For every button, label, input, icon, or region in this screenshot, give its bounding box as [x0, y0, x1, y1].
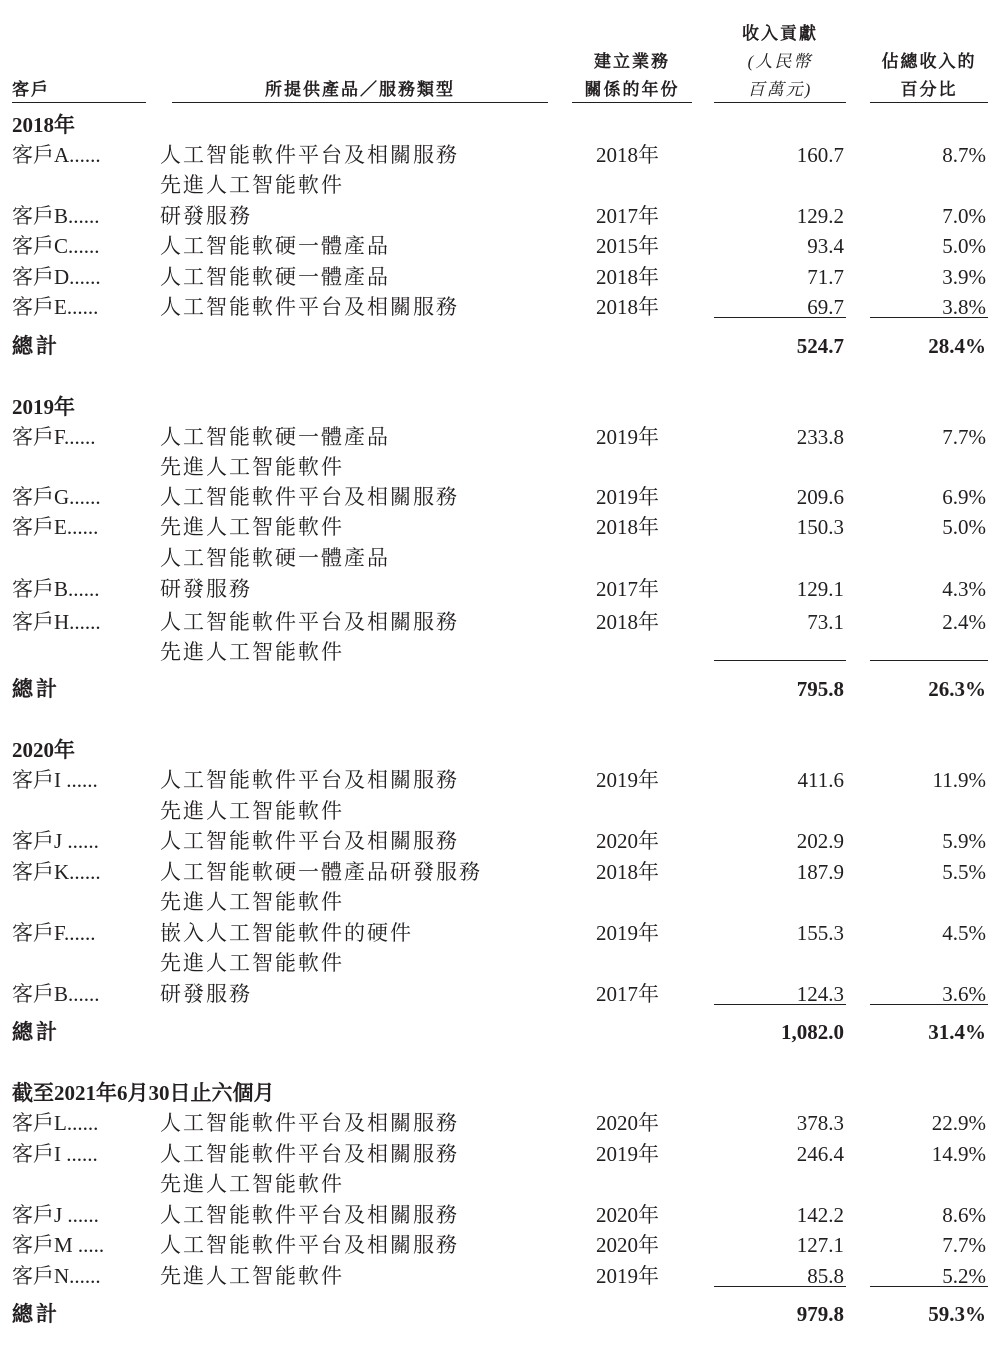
total-label: 總計	[12, 1302, 60, 1326]
revenue-percent: 5.2%	[942, 1264, 986, 1288]
table-row-continuation	[0, 543, 1004, 573]
relationship-year: 2019年	[596, 1264, 659, 1288]
section-title-6m-2021: 截至2021年6月30日止六個月	[12, 1081, 275, 1105]
total-percent: 59.3%	[928, 1302, 986, 1326]
product-type: 研發服務	[160, 204, 252, 228]
revenue-percent: 2.4%	[942, 610, 986, 634]
product-type: 人工智能軟硬一體產品	[160, 265, 390, 289]
revenue-value: 71.7	[807, 265, 844, 289]
customer-name: 客戶N......	[12, 1264, 101, 1288]
customer-name: 客戶B......	[12, 982, 100, 1006]
table-row	[0, 262, 1004, 292]
customer-name: 客戶F......	[12, 921, 96, 945]
product-type: 人工智能軟件平台及相關服務	[160, 1203, 459, 1227]
table-row-continuation	[0, 1169, 1004, 1199]
product-type: 先進人工智能軟件	[160, 951, 344, 975]
header-percent-line-2: 百分比	[900, 80, 958, 99]
subtotal-rule-percent	[870, 660, 988, 661]
revenue-value: 209.6	[796, 485, 844, 509]
total-percent: 28.4%	[928, 334, 986, 358]
product-type: 先進人工智能軟件	[160, 1264, 344, 1288]
product-type: 人工智能軟硬一體產品	[160, 546, 390, 570]
relationship-year: 2020年	[596, 1203, 659, 1227]
header-product	[172, 76, 548, 104]
revenue-value: 160.7	[796, 143, 844, 167]
product-type: 人工智能軟件平台及相關服務	[160, 1142, 459, 1166]
total-row	[0, 674, 1004, 704]
revenue-value: 378.3	[796, 1111, 844, 1135]
revenue-percent: 3.6%	[942, 982, 986, 1006]
total-revenue: 1,082.0	[781, 1020, 844, 1044]
product-type: 先進人工智能軟件	[160, 799, 344, 823]
table-row	[0, 918, 1004, 948]
relationship-year: 2018年	[596, 860, 659, 884]
relationship-year: 2020年	[596, 1233, 659, 1257]
total-label: 總計	[12, 1020, 60, 1044]
header-year-line-1: 建立業務	[594, 52, 670, 71]
relationship-year: 2017年	[596, 577, 659, 601]
product-type: 人工智能軟件平台及相關服務	[160, 143, 459, 167]
total-label: 總計	[12, 334, 60, 358]
customer-name: 客戶L......	[12, 1111, 99, 1135]
total-percent: 31.4%	[928, 1020, 986, 1044]
total-row	[0, 1299, 1004, 1329]
table-row	[0, 482, 1004, 512]
table-row	[0, 826, 1004, 856]
product-type: 研發服務	[160, 577, 252, 601]
header-rule-percent	[870, 102, 988, 103]
section-title-2020: 2020年	[12, 738, 75, 762]
total-revenue: 979.8	[796, 1302, 844, 1326]
table-row	[0, 201, 1004, 231]
customer-name: 客戶K......	[12, 860, 101, 884]
revenue-percent: 14.9%	[931, 1142, 986, 1166]
product-type: 先進人工智能軟件	[160, 890, 344, 914]
header-year	[572, 48, 692, 104]
header-rule-revenue	[714, 102, 846, 103]
revenue-percent: 8.7%	[942, 143, 986, 167]
total-row	[0, 331, 1004, 361]
revenue-value: 129.1	[796, 577, 844, 601]
customer-name: 客戶D......	[12, 265, 101, 289]
section-title-2019: 2019年	[12, 395, 75, 419]
table-row	[0, 1200, 1004, 1230]
relationship-year: 2018年	[596, 295, 659, 319]
table-row	[0, 512, 1004, 542]
header-product-text: 所提供產品／服務類型	[265, 80, 455, 99]
table-row	[0, 231, 1004, 261]
table-row	[0, 1230, 1004, 1260]
customer-name: 客戶G......	[12, 485, 101, 509]
table-row-continuation	[0, 170, 1004, 200]
product-type: 人工智能軟硬一體產品研發服務	[160, 860, 482, 884]
product-type: 研發服務	[160, 982, 252, 1006]
total-percent: 26.3%	[928, 677, 986, 701]
header-rule-product	[172, 102, 548, 103]
header-customer-text: 客戶	[12, 80, 50, 99]
table-row-continuation	[0, 948, 1004, 978]
revenue-value: 69.7	[807, 295, 844, 319]
table-row	[0, 140, 1004, 170]
table-row	[0, 857, 1004, 887]
revenue-value: 411.6	[797, 768, 844, 792]
relationship-year: 2019年	[596, 768, 659, 792]
relationship-year: 2020年	[596, 829, 659, 853]
subtotal-rule-revenue	[714, 660, 846, 661]
table-row	[0, 1139, 1004, 1169]
customer-name: 客戶C......	[12, 234, 100, 258]
table-row	[0, 574, 1004, 604]
relationship-year: 2017年	[596, 204, 659, 228]
customer-name: 客戶B......	[12, 577, 100, 601]
product-type: 先進人工智能軟件	[160, 173, 344, 197]
subtotal-rule-revenue	[714, 317, 846, 318]
customer-name: 客戶E......	[12, 515, 99, 539]
customer-name: 客戶J ......	[12, 829, 99, 853]
revenue-value: 142.2	[796, 1203, 844, 1227]
revenue-value: 124.3	[796, 982, 844, 1006]
table-row	[0, 1261, 1004, 1291]
total-revenue: 795.8	[796, 677, 844, 701]
table-row	[0, 1108, 1004, 1138]
subtotal-rule-percent	[870, 1286, 988, 1287]
header-revenue	[714, 20, 846, 104]
revenue-percent: 5.5%	[942, 860, 986, 884]
product-type: 人工智能軟硬一體產品	[160, 425, 390, 449]
subtotal-rule-percent	[870, 1004, 988, 1005]
customer-name: 客戶F......	[12, 425, 96, 449]
revenue-percent: 5.0%	[942, 515, 986, 539]
revenue-value: 85.8	[807, 1264, 844, 1288]
total-revenue: 524.7	[796, 334, 844, 358]
revenue-percent: 8.6%	[942, 1203, 986, 1227]
revenue-value: 155.3	[796, 921, 844, 945]
header-rule-customer	[12, 102, 146, 103]
product-type: 嵌入人工智能軟件的硬件	[160, 921, 413, 945]
header-revenue-line-3: 百萬元)	[747, 80, 813, 99]
revenue-value: 127.1	[796, 1233, 844, 1257]
section-title-2018: 2018年	[12, 113, 75, 137]
relationship-year: 2018年	[596, 610, 659, 634]
product-type: 先進人工智能軟件	[160, 455, 344, 479]
relationship-year: 2018年	[596, 143, 659, 167]
relationship-year: 2019年	[596, 425, 659, 449]
subtotal-rule-revenue	[714, 1004, 846, 1005]
product-type: 人工智能軟件平台及相關服務	[160, 1111, 459, 1135]
table-row	[0, 422, 1004, 452]
table-row-continuation	[0, 637, 1004, 667]
total-label: 總計	[12, 677, 60, 701]
product-type: 人工智能軟件平台及相關服務	[160, 768, 459, 792]
revenue-percent: 7.7%	[942, 1233, 986, 1257]
header-percent-line-1: 佔總收入的	[881, 52, 977, 71]
revenue-percent: 4.5%	[942, 921, 986, 945]
revenue-percent: 22.9%	[931, 1111, 986, 1135]
revenue-percent: 6.9%	[942, 485, 986, 509]
revenue-value: 129.2	[796, 204, 844, 228]
table-row	[0, 607, 1004, 637]
table-row-continuation	[0, 887, 1004, 917]
product-type: 先進人工智能軟件	[160, 640, 344, 664]
table-row-continuation	[0, 796, 1004, 826]
customer-name: 客戶M .....	[12, 1233, 105, 1257]
revenue-value: 150.3	[796, 515, 844, 539]
table-row-continuation	[0, 452, 1004, 482]
revenue-percent: 4.3%	[942, 577, 986, 601]
relationship-year: 2018年	[596, 265, 659, 289]
header-rule-year	[572, 102, 692, 103]
customer-name: 客戶A......	[12, 143, 101, 167]
relationship-year: 2015年	[596, 234, 659, 258]
header-revenue-line-1: 收入貢獻	[742, 24, 818, 43]
product-type: 人工智能軟件平台及相關服務	[160, 829, 459, 853]
revenue-percent: 7.0%	[942, 204, 986, 228]
relationship-year: 2019年	[596, 485, 659, 509]
revenue-percent: 5.0%	[942, 234, 986, 258]
product-type: 人工智能軟件平台及相關服務	[160, 1233, 459, 1257]
revenue-percent: 5.9%	[942, 829, 986, 853]
product-type: 先進人工智能軟件	[160, 1172, 344, 1196]
product-type: 人工智能軟件平台及相關服務	[160, 295, 459, 319]
revenue-percent: 7.7%	[942, 425, 986, 449]
product-type: 人工智能軟硬一體產品	[160, 234, 390, 258]
revenue-value: 202.9	[796, 829, 844, 853]
relationship-year: 2018年	[596, 515, 659, 539]
relationship-year: 2019年	[596, 1142, 659, 1166]
revenue-percent: 3.9%	[942, 265, 986, 289]
table-row	[0, 979, 1004, 1009]
relationship-year: 2020年	[596, 1111, 659, 1135]
product-type: 人工智能軟件平台及相關服務	[160, 610, 459, 634]
customer-name: 客戶B......	[12, 204, 100, 228]
revenue-value: 93.4	[807, 234, 844, 258]
subtotal-rule-percent	[870, 317, 988, 318]
product-type: 人工智能軟件平台及相關服務	[160, 485, 459, 509]
relationship-year: 2019年	[596, 921, 659, 945]
header-revenue-line-2: (人民幣	[747, 52, 813, 71]
revenue-value: 73.1	[807, 610, 844, 634]
revenue-value: 187.9	[796, 860, 844, 884]
revenue-percent: 3.8%	[942, 295, 986, 319]
table-row	[0, 292, 1004, 322]
relationship-year: 2017年	[596, 982, 659, 1006]
header-customer	[12, 76, 50, 104]
customer-name: 客戶H......	[12, 610, 101, 634]
product-type: 先進人工智能軟件	[160, 515, 344, 539]
revenue-value: 246.4	[796, 1142, 844, 1166]
header-year-line-2: 關係的年份	[584, 80, 680, 99]
customer-name: 客戶I ......	[12, 768, 98, 792]
header-percent	[870, 48, 988, 104]
table-row	[0, 765, 1004, 795]
subtotal-rule-revenue	[714, 1286, 846, 1287]
customer-name: 客戶E......	[12, 295, 99, 319]
revenue-percent: 11.9%	[932, 768, 986, 792]
total-row	[0, 1017, 1004, 1047]
customer-name: 客戶I ......	[12, 1142, 98, 1166]
customer-name: 客戶J ......	[12, 1203, 99, 1227]
revenue-value: 233.8	[796, 425, 844, 449]
